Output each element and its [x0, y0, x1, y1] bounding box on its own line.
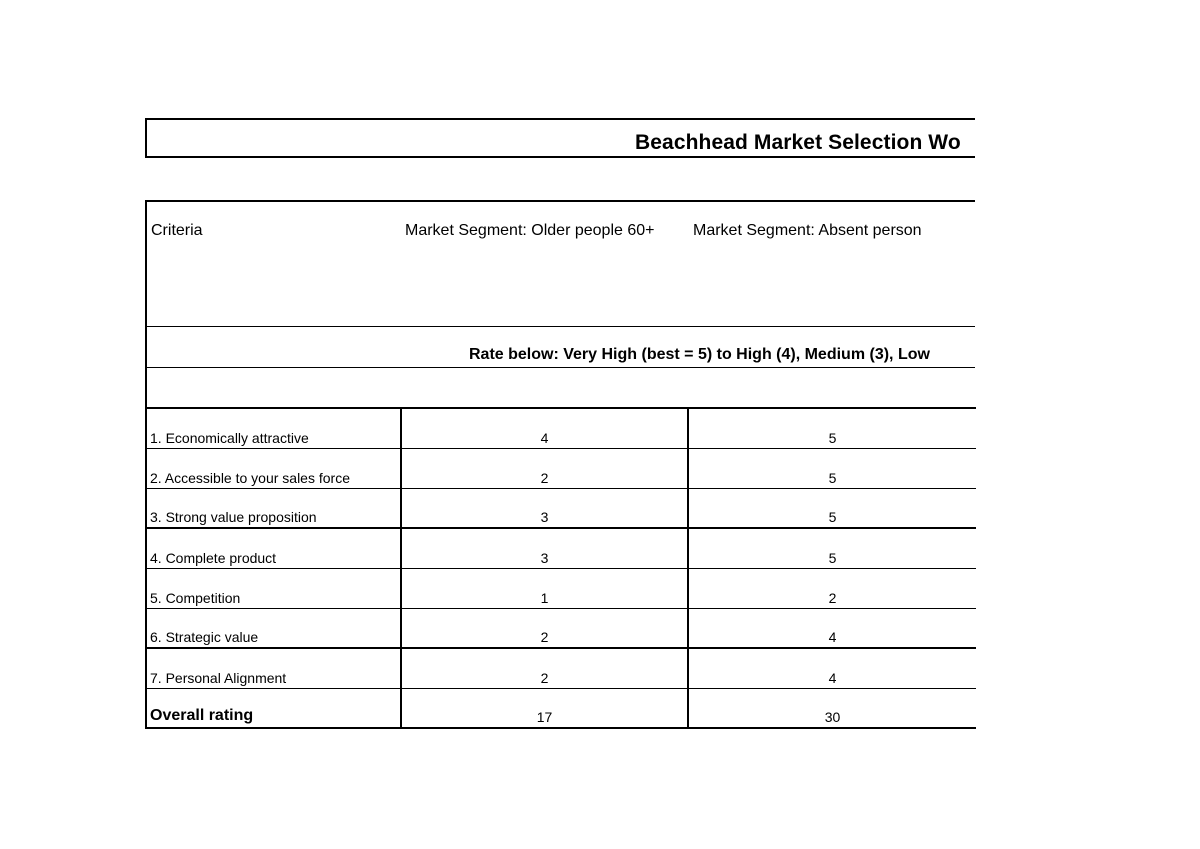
- divider: [147, 367, 975, 368]
- criterion-cell[interactable]: 1. Economically attractive: [146, 408, 401, 448]
- rating-cell-segment-1[interactable]: 1: [401, 568, 688, 608]
- table-row: [146, 488, 976, 528]
- criteria-header: Criteria: [151, 222, 203, 239]
- table-row: [146, 648, 976, 688]
- rating-cell-segment-1[interactable]: 3: [401, 528, 688, 568]
- overall-rating-row: [146, 688, 976, 728]
- rating-cell-segment-2[interactable]: 5: [688, 528, 976, 568]
- rating-cell-segment-2[interactable]: 5: [688, 448, 976, 488]
- worksheet-title: Beachhead Market Selection Wo: [635, 131, 961, 154]
- rating-cell-segment-1[interactable]: 4: [401, 408, 688, 448]
- rating-cell-segment-2[interactable]: 4: [688, 648, 976, 688]
- overall-rating-segment-1[interactable]: 17: [401, 688, 688, 728]
- segment-header-2: Market Segment: Absent person: [693, 222, 922, 239]
- rating-cell-segment-2[interactable]: 4: [688, 608, 976, 648]
- rating-cell-segment-1[interactable]: 2: [401, 448, 688, 488]
- table-row: [146, 448, 976, 488]
- rating-cell-segment-2[interactable]: 5: [688, 408, 976, 448]
- table-row: [146, 568, 976, 608]
- overall-rating-segment-2[interactable]: 30: [688, 688, 976, 728]
- criterion-cell[interactable]: 4. Complete product: [146, 528, 401, 568]
- title-box: [145, 118, 975, 158]
- rating-cell-segment-1[interactable]: 2: [401, 648, 688, 688]
- segment-header-1: Market Segment: Older people 60+: [405, 222, 655, 239]
- criterion-cell[interactable]: 7. Personal Alignment: [146, 648, 401, 688]
- table-row: [146, 608, 976, 648]
- table-row: [146, 528, 976, 568]
- rating-cell-segment-1[interactable]: 3: [401, 488, 688, 528]
- criterion-cell[interactable]: 3. Strong value proposition: [146, 488, 401, 528]
- table-row: [146, 408, 976, 448]
- criterion-cell[interactable]: 2. Accessible to your sales force: [146, 448, 401, 488]
- rating-cell-segment-2[interactable]: 5: [688, 488, 976, 528]
- divider: [147, 326, 975, 327]
- rate-instruction: Rate below: Very High (best = 5) to High (4), Medium (3), Low: [469, 346, 930, 363]
- criteria-header-block: [145, 200, 975, 408]
- ratings-table: [145, 407, 976, 729]
- criterion-cell[interactable]: 5. Competition: [146, 568, 401, 608]
- rating-cell-segment-2[interactable]: 2: [688, 568, 976, 608]
- criterion-cell[interactable]: 6. Strategic value: [146, 608, 401, 648]
- rating-cell-segment-1[interactable]: 2: [401, 608, 688, 648]
- overall-rating-label[interactable]: Overall rating: [146, 688, 401, 728]
